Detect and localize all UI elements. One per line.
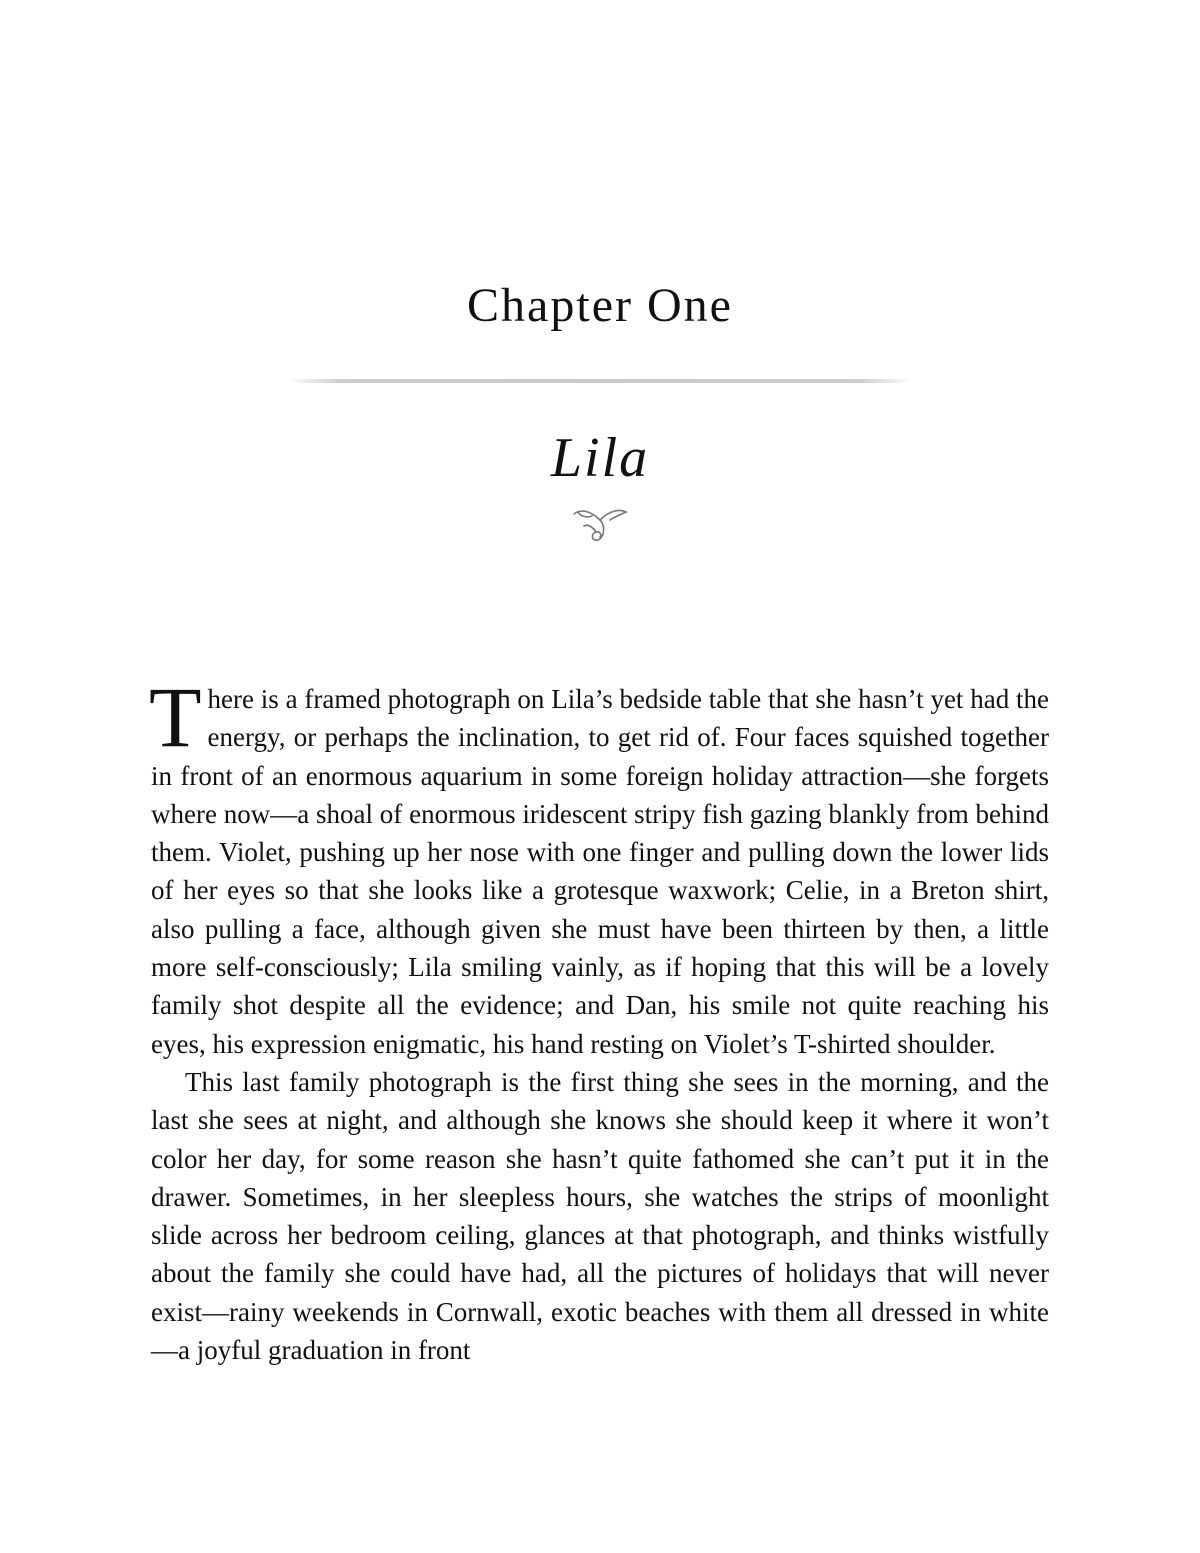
drop-cap-letter: T [149,669,202,765]
chapter-divider-rule [288,379,912,383]
paragraph-2: This last family photograph is the first thing she sees in the morning, and the last she sees at night, and although she knows she should keep it where it won’t color her day, for some reason she hasn’t quite fathomed she can’t put it in the drawer. Sometimes, in her sleepless hours, she watches the strips of moonlight slide across her bedroom ceiling, glances at that photograph, and thinks wistfully about the family she could have had, all the pictures of holidays that will never exist—rainy weekends in Cornwall, exotic beaches with them all dressed in white—a joyful graduation in front [151,1066,1049,1366]
chapter-number-heading: Chapter One [467,279,733,332]
chapter-body-text [149,669,1049,1369]
paragraph-1 [149,669,1049,1063]
flourish-ornament-icon [570,502,630,548]
paragraph-1-text: here is a framed photograph on Lila’s bedside table that she hasn’t yet had the energy, or perhaps the inclination, to get rid of. Four faces squished together in front of an enormous aquarium in some foreign holiday attraction—she forgets where now—a shoal of enormous iridescent stripy fish gazing blankly from behind them. Violet, pushing up her nose with one finger and pulling down the lower lids of her eyes so that she looks like a grotesque waxwork; Celie, in a Breton shirt, also pulling a face, although given she must have been thirteen by then, a little more self-consciously; Lila smiling vainly, as if hoping that this will be a lovely family shot despite all the evidence; and Dan, his smile not quite reaching his eyes, his expression enigmatic, his hand resting on Violet’s T-shirted shoulder. [151,684,1049,1059]
chapter-title-heading: Lila [550,427,650,489]
